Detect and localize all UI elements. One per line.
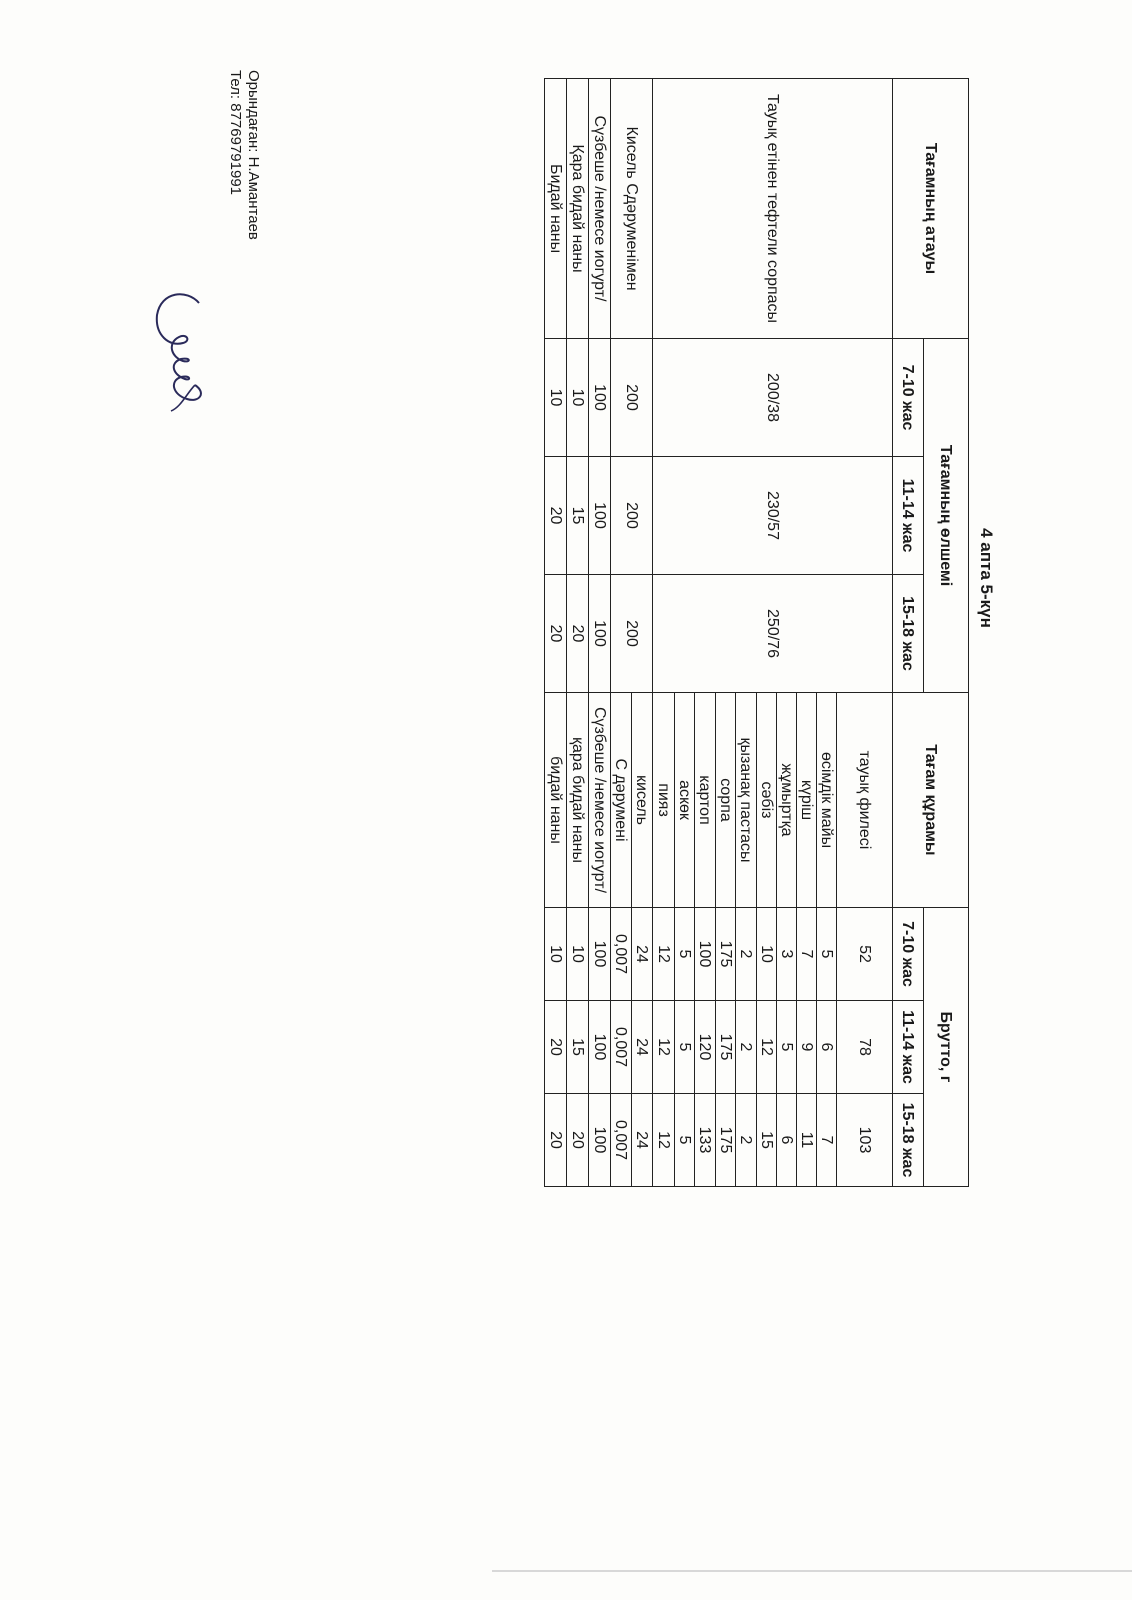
ingredient-brutto: 20 <box>567 1094 589 1187</box>
ingredient-brutto: 10 <box>545 908 567 1001</box>
dish-portion: 20 <box>545 457 567 575</box>
ingredient-brutto: 0,007 <box>611 908 632 1001</box>
ingredient-brutto: 12 <box>757 1001 777 1094</box>
dish-portion: 200 <box>611 339 653 457</box>
ingredient-brutto: 6 <box>777 1094 797 1187</box>
ingredient-brutto: 0,007 <box>611 1094 632 1187</box>
table-row <box>589 79 611 1187</box>
phone-number: Тел: 87769791991 <box>227 70 244 196</box>
ingredient-name: аскөк <box>675 693 695 908</box>
ingredient-name: сәбіз <box>757 693 777 908</box>
ingredient-brutto: 100 <box>695 908 716 1001</box>
ingredient-name: кисель <box>632 693 653 908</box>
menu-body <box>545 79 893 1187</box>
dish-portion: 200/38 <box>653 339 893 457</box>
handwritten-signature-icon <box>147 285 227 415</box>
ingredient-brutto: 6 <box>817 1001 837 1094</box>
prepared-by: Орындаған: Н.Амантаев <box>245 70 262 240</box>
ingredient-brutto: 0,007 <box>611 1001 632 1094</box>
ingredient-brutto: 100 <box>589 1001 611 1094</box>
ingredient-name: С дәрумені <box>611 693 632 908</box>
ingredient-brutto: 12 <box>653 908 675 1001</box>
ingredient-brutto: 78 <box>837 1001 893 1094</box>
dish-portion: 100 <box>589 339 611 457</box>
dish-portion: 230/57 <box>653 457 893 575</box>
brutto-age-11-14: 11-14 жас <box>893 1001 924 1094</box>
ingredient-brutto: 100 <box>589 1094 611 1187</box>
ingredient-name: күріш <box>797 693 817 908</box>
ingredient-name: Сүзбеше /немесе иогурт/ <box>589 693 611 908</box>
dish-name: Кисель Сдәруменімен <box>611 79 653 339</box>
dish-name: Тауық етінен тефтели сорпасы <box>653 79 893 339</box>
ingredient-brutto: 175 <box>716 1094 736 1187</box>
ingredient-brutto: 20 <box>545 1001 567 1094</box>
table-row <box>545 79 567 1187</box>
dish-portion: 200 <box>611 575 653 693</box>
table-row <box>632 79 653 1187</box>
ingredient-brutto: 120 <box>695 1001 716 1094</box>
ingredient-brutto: 52 <box>837 908 893 1001</box>
portion-age-7-10: 7-10 жас <box>893 339 924 457</box>
ingredient-brutto: 2 <box>736 908 757 1001</box>
brutto-age-7-10: 7-10 жас <box>893 908 924 1001</box>
ingredient-brutto: 10 <box>567 908 589 1001</box>
ingredient-brutto: 12 <box>653 1001 675 1094</box>
dish-portion: 100 <box>589 457 611 575</box>
dish-portion: 20 <box>545 575 567 693</box>
ingredient-brutto: 15 <box>567 1001 589 1094</box>
ingredient-brutto: 5 <box>675 1001 695 1094</box>
ingredient-brutto: 175 <box>716 908 736 1001</box>
dish-portion: 100 <box>589 575 611 693</box>
ingredient-brutto: 9 <box>797 1001 817 1094</box>
ingredient-brutto: 100 <box>589 908 611 1001</box>
ingredient-brutto: 11 <box>797 1094 817 1187</box>
ingredient-brutto: 2 <box>736 1001 757 1094</box>
ingredient-name: пияз <box>653 693 675 908</box>
dish-portion: 200 <box>611 457 653 575</box>
ingredient-name: өсімдік майы <box>817 693 837 908</box>
header-portion: Тағамның өлшемі <box>924 339 969 693</box>
ingredient-name: қызанақ пастасы <box>736 693 757 908</box>
scan-edge-line <box>492 1570 1132 1572</box>
header-composition: Тағам құрамы <box>893 693 969 908</box>
dish-portion: 10 <box>567 339 589 457</box>
ingredient-brutto: 133 <box>695 1094 716 1187</box>
ingredient-name: бидай наны <box>545 693 567 908</box>
dish-name: Қара бидай наны <box>567 79 589 339</box>
dish-portion: 250/76 <box>653 575 893 693</box>
ingredient-brutto: 5 <box>675 1094 695 1187</box>
ingredient-brutto: 10 <box>757 908 777 1001</box>
header-dish-name: Тағамның атауы <box>893 79 969 339</box>
ingredient-brutto: 7 <box>797 908 817 1001</box>
menu-table <box>544 78 969 1187</box>
ingredient-name: картоп <box>695 693 716 908</box>
page-title: 4 апта 5-күн <box>977 528 996 628</box>
ingredient-brutto: 5 <box>777 1001 797 1094</box>
header-brutto: Брутто, г <box>924 908 969 1187</box>
signature-block <box>226 70 262 490</box>
ingredient-brutto: 24 <box>632 908 653 1001</box>
dish-portion: 10 <box>545 339 567 457</box>
ingredient-brutto: 103 <box>837 1094 893 1187</box>
portion-age-15-18: 15-18 жас <box>893 575 924 693</box>
table-row <box>567 79 589 1187</box>
ingredient-name: сорпа <box>716 693 736 908</box>
ingredient-brutto: 20 <box>545 1094 567 1187</box>
dish-name: Сүзбеше /немесе иогурт/ <box>589 79 611 339</box>
dish-name: Бидай наны <box>545 79 567 339</box>
ingredient-brutto: 24 <box>632 1094 653 1187</box>
ingredient-name: жұмыртқа <box>777 693 797 908</box>
ingredient-name: тауық филесі <box>837 693 893 908</box>
ingredient-brutto: 12 <box>653 1094 675 1187</box>
ingredient-brutto: 5 <box>675 908 695 1001</box>
dish-portion: 15 <box>567 457 589 575</box>
portion-age-11-14: 11-14 жас <box>893 457 924 575</box>
ingredient-brutto: 5 <box>817 908 837 1001</box>
ingredient-brutto: 15 <box>757 1094 777 1187</box>
ingredient-brutto: 175 <box>716 1001 736 1094</box>
ingredient-brutto: 24 <box>632 1001 653 1094</box>
table-row <box>837 79 893 1187</box>
ingredient-brutto: 2 <box>736 1094 757 1187</box>
ingredient-brutto: 3 <box>777 908 797 1001</box>
brutto-age-15-18: 15-18 жас <box>893 1094 924 1187</box>
ingredient-brutto: 7 <box>817 1094 837 1187</box>
ingredient-name: қара бидай наны <box>567 693 589 908</box>
dish-portion: 20 <box>567 575 589 693</box>
